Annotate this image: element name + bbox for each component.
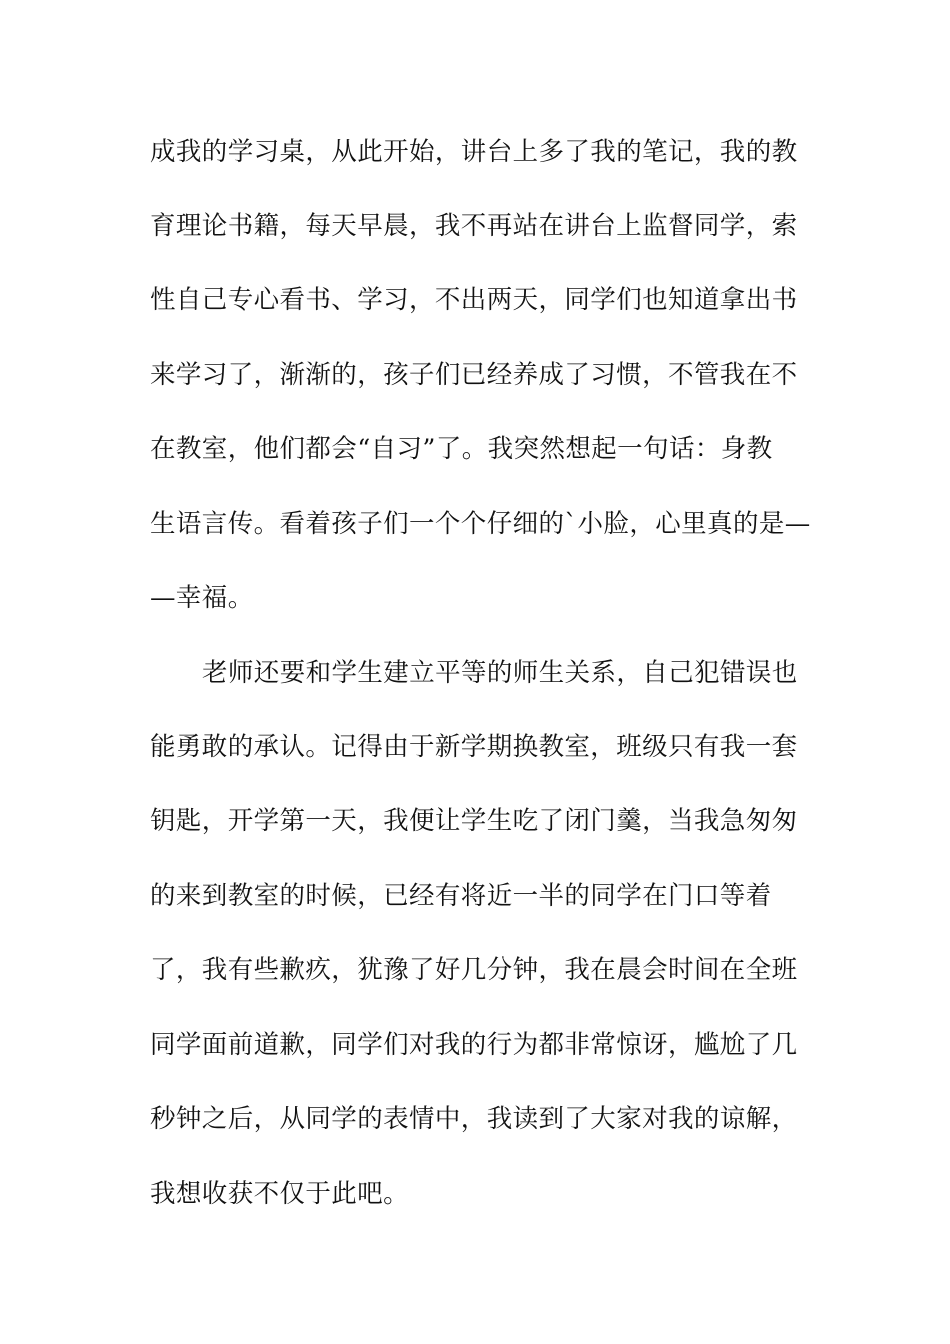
text-line: 的来到教室的时候，已经有将近一半的同学在门口等着: [150, 881, 772, 911]
text-line: 生语言传。看着孩子们一个个仔细的`小脸，心里真的是—: [150, 509, 811, 539]
text-line: 在教室，他们都会“自习”了。我突然想起一句话：身教: [150, 434, 773, 464]
text-line: 性自己专心看书、学习，不出两天，同学们也知道拿出书: [150, 285, 798, 315]
text-line: 同学面前道歉，同学们对我的行为都非常惊讶，尴尬了几: [150, 1030, 798, 1060]
text-line: 育理论书籍，每天早晨，我不再站在讲台上监督同学，索: [150, 211, 798, 241]
text-line: 成我的学习桌，从此开始，讲台上多了我的笔记，我的教: [150, 137, 798, 167]
text-line: 钥匙，开学第一天，我便让学生吃了闭门羹，当我急匆匆: [150, 806, 798, 836]
text-line: 能勇敢的承认。记得由于新学期换教室，班级只有我一套: [150, 732, 798, 762]
text-line: 我想收获不仅于此吧。: [150, 1179, 410, 1209]
text-line: 了，我有些歉疚，犹豫了好几分钟，我在晨会时间在全班: [150, 955, 798, 985]
text-line: —幸福。: [150, 583, 254, 613]
text-line: 老师还要和学生建立平等的师生关系，自己犯错误也: [202, 658, 798, 688]
text-line: 秒钟之后，从同学的表情中，我读到了大家对我的谅解，: [150, 1104, 798, 1134]
text-line: 来学习了，渐渐的，孩子们已经养成了习惯，不管我在不: [150, 360, 798, 390]
